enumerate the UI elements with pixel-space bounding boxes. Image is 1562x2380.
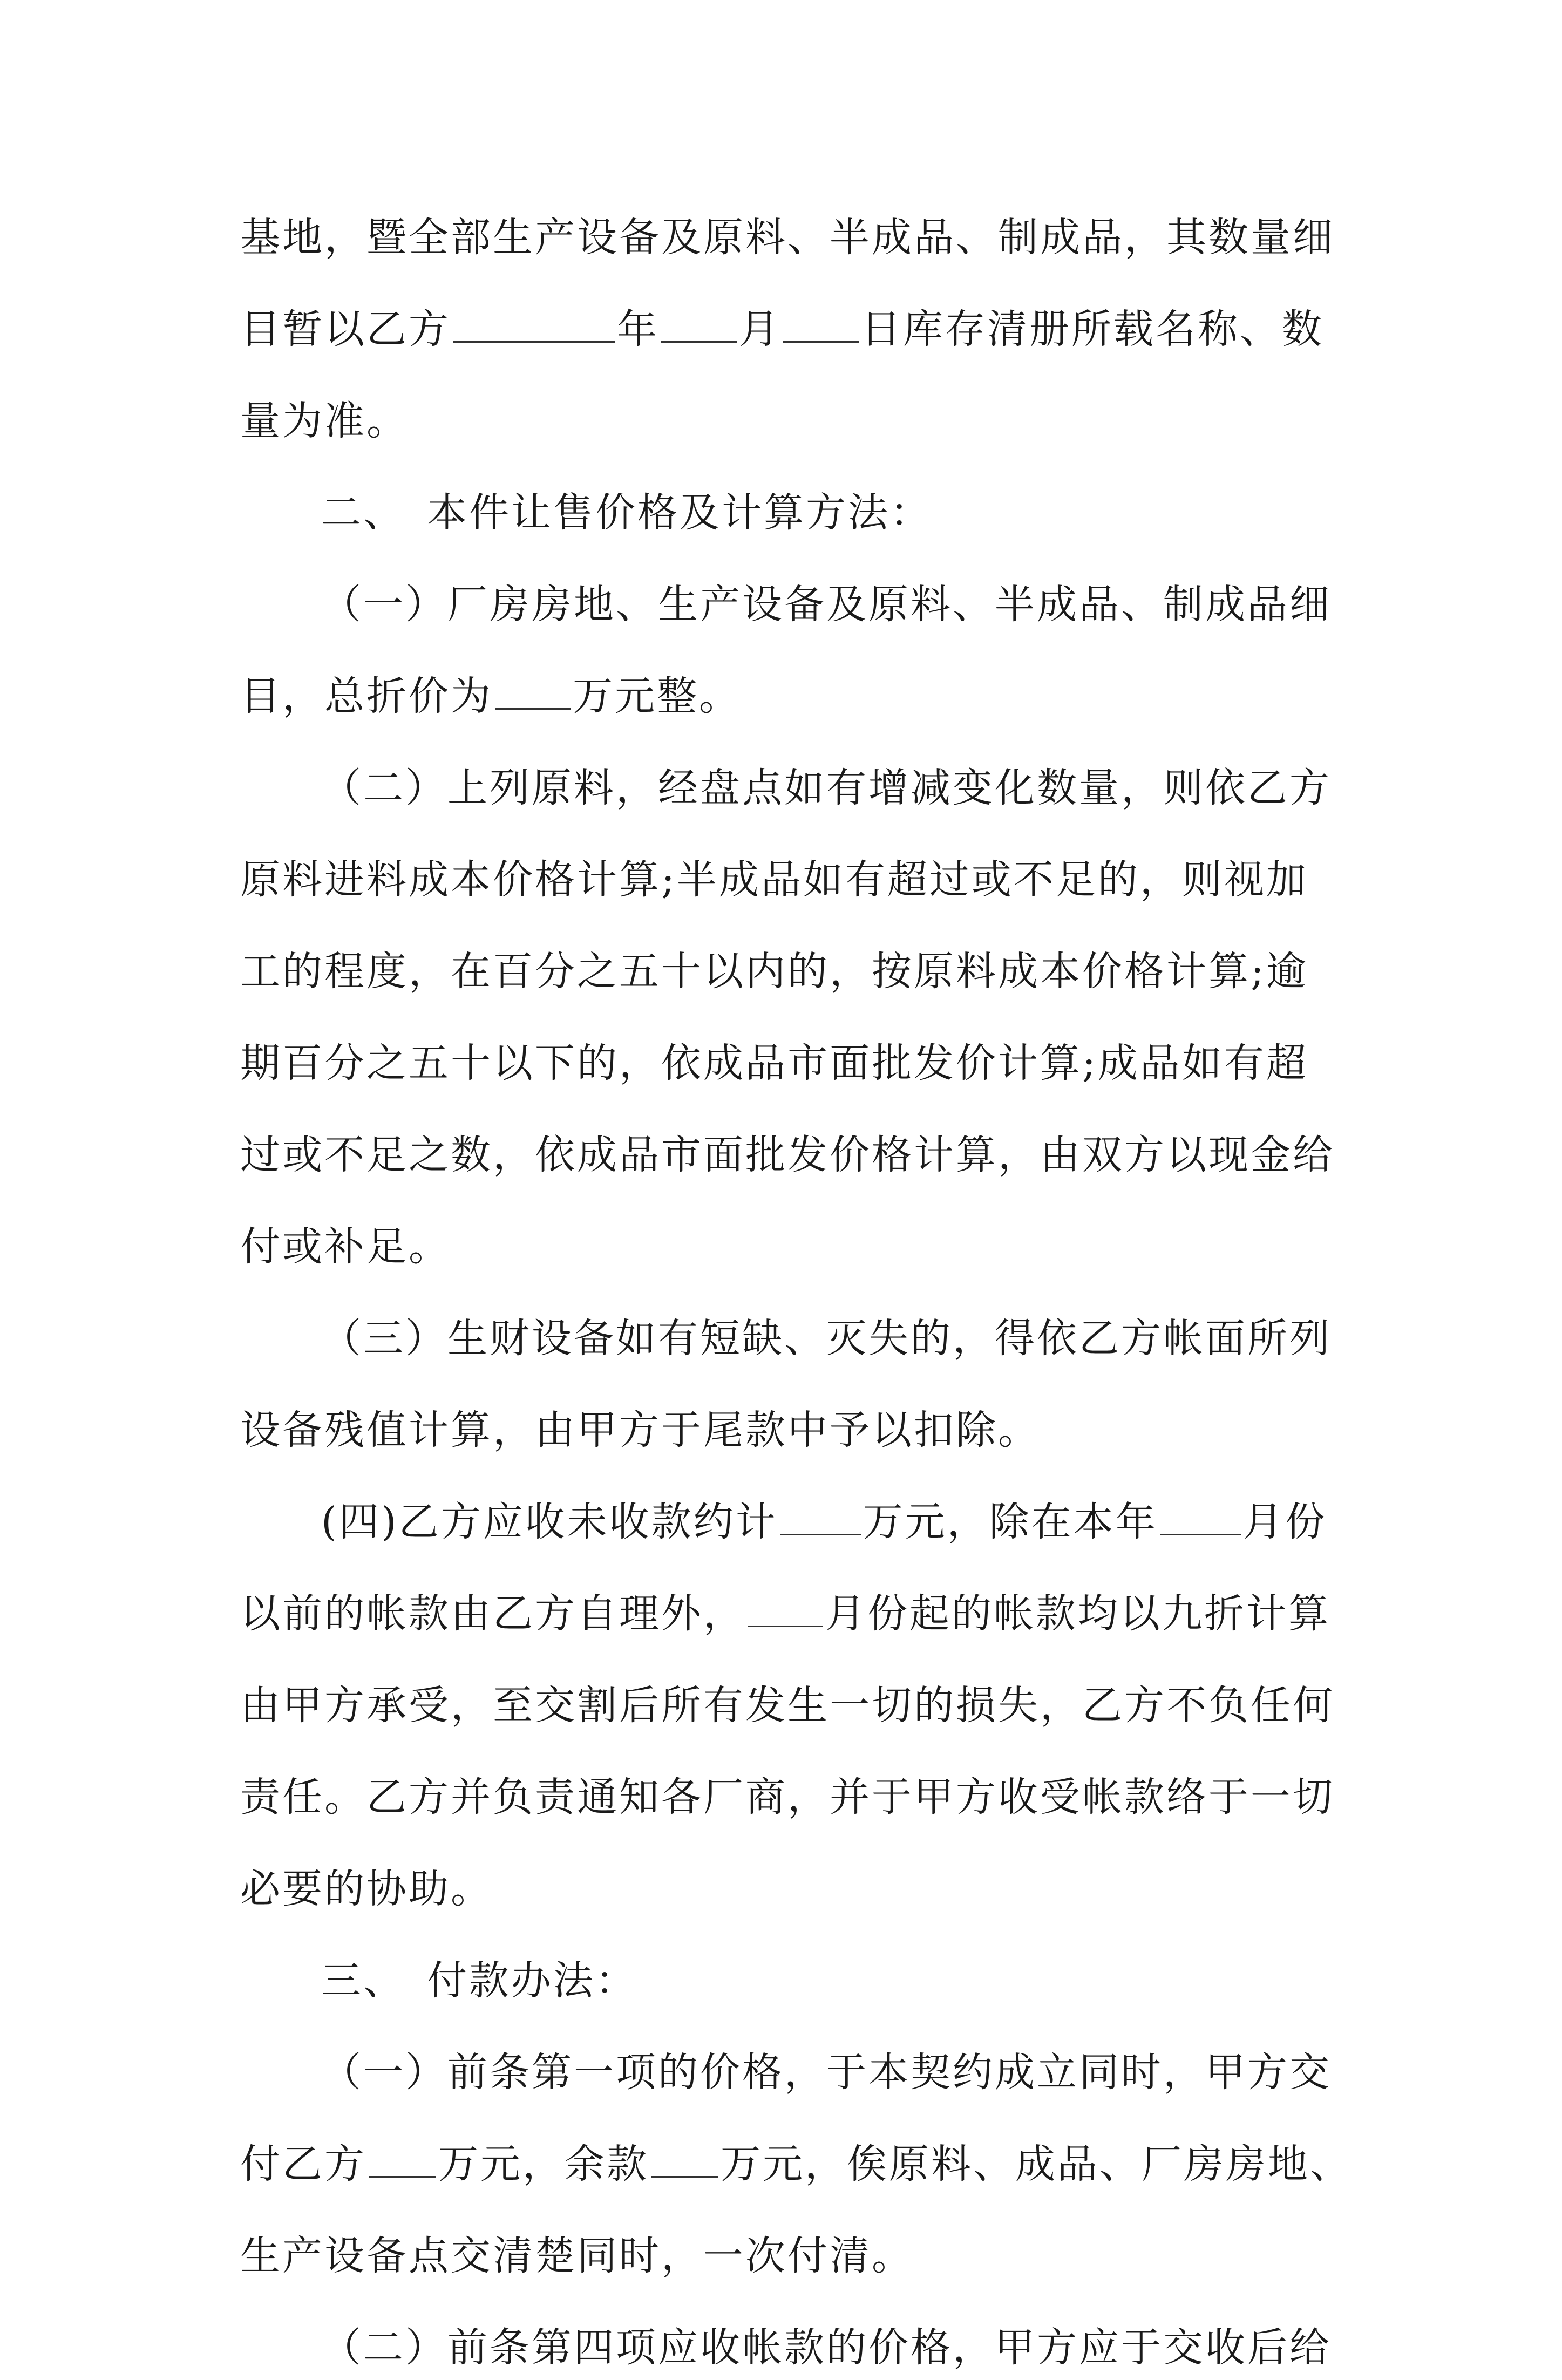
- blank-line: [1160, 1501, 1241, 1535]
- blank-line: [453, 309, 615, 343]
- text-line: 付或补足。: [240, 1223, 451, 1270]
- text-line: (四)乙方应收未收款约计 万元，除在本年 月份: [321, 1499, 1327, 1545]
- blank-line: [780, 1501, 861, 1535]
- blank-line: [661, 309, 737, 343]
- text-line: 期百分之五十以下的，依成品市面批发价计算;成品如有超: [240, 1040, 1308, 1086]
- blank-line: [748, 1593, 823, 1627]
- blank-line: [651, 2144, 718, 2178]
- section-heading: 二、 本件让售价格及计算方法：: [321, 489, 932, 536]
- text-line: 目，总折价为 万元整。: [240, 673, 741, 719]
- text-line: （一）前条第一项的价格，于本契约成立同时，甲方交: [321, 2049, 1332, 2096]
- section-heading: 三、 付款办法：: [321, 1957, 637, 2004]
- text-line: 过或不足之数，依成品市面批发价格计算，由双方以现金给: [240, 1132, 1335, 1178]
- text-line: 责任。乙方并负责通知各厂商，并于甲方收受帐款络于一切: [240, 1774, 1335, 1820]
- text-line: （三）生财设备如有短缺、灭失的，得依乙方帐面所列: [321, 1315, 1332, 1362]
- text-line: 以前的帐款由乙方自理外， 月份起的帐款均以九折计算: [240, 1590, 1330, 1637]
- text-line: 原料进料成本价格计算;半成品如有超过或不足的，则视加: [240, 856, 1308, 903]
- blank-line: [369, 2144, 436, 2178]
- text-line: 生产设备点交清楚同时，一次付清。: [240, 2233, 914, 2279]
- text-line: 由甲方承受，至交割后所有发生一切的损失，乙方不负任何: [240, 1682, 1335, 1729]
- text-line: 目暂以乙方 年 月 日库存清册所载名称、数: [240, 306, 1324, 352]
- text-line: （二）前条第四项应收帐款的价格，甲方应于交收后给: [321, 2324, 1332, 2371]
- text-line: 必要的协助。: [240, 1866, 493, 1912]
- blank-line: [783, 309, 859, 343]
- blank-line: [495, 676, 571, 710]
- text-line: （一）厂房房地、生产设备及原料、半成品、制成品细: [321, 581, 1332, 628]
- text-line: 工的程度，在百分之五十以内的，按原料成本价格计算;逾: [240, 948, 1308, 995]
- text-line: （二）上列原料，经盘点如有增减变化数量，则依乙方: [321, 765, 1332, 811]
- text-line: 设备残值计算，由甲方于尾款中予以扣除。: [240, 1407, 1040, 1453]
- text-line: 基地，暨全部生产设备及原料、半成品、制成品，其数量细: [240, 214, 1335, 261]
- text-line: 付乙方 万元，余款 万元，俟原料、成品、厂房房地、: [240, 2141, 1352, 2187]
- text-line: 量为准。: [240, 398, 409, 444]
